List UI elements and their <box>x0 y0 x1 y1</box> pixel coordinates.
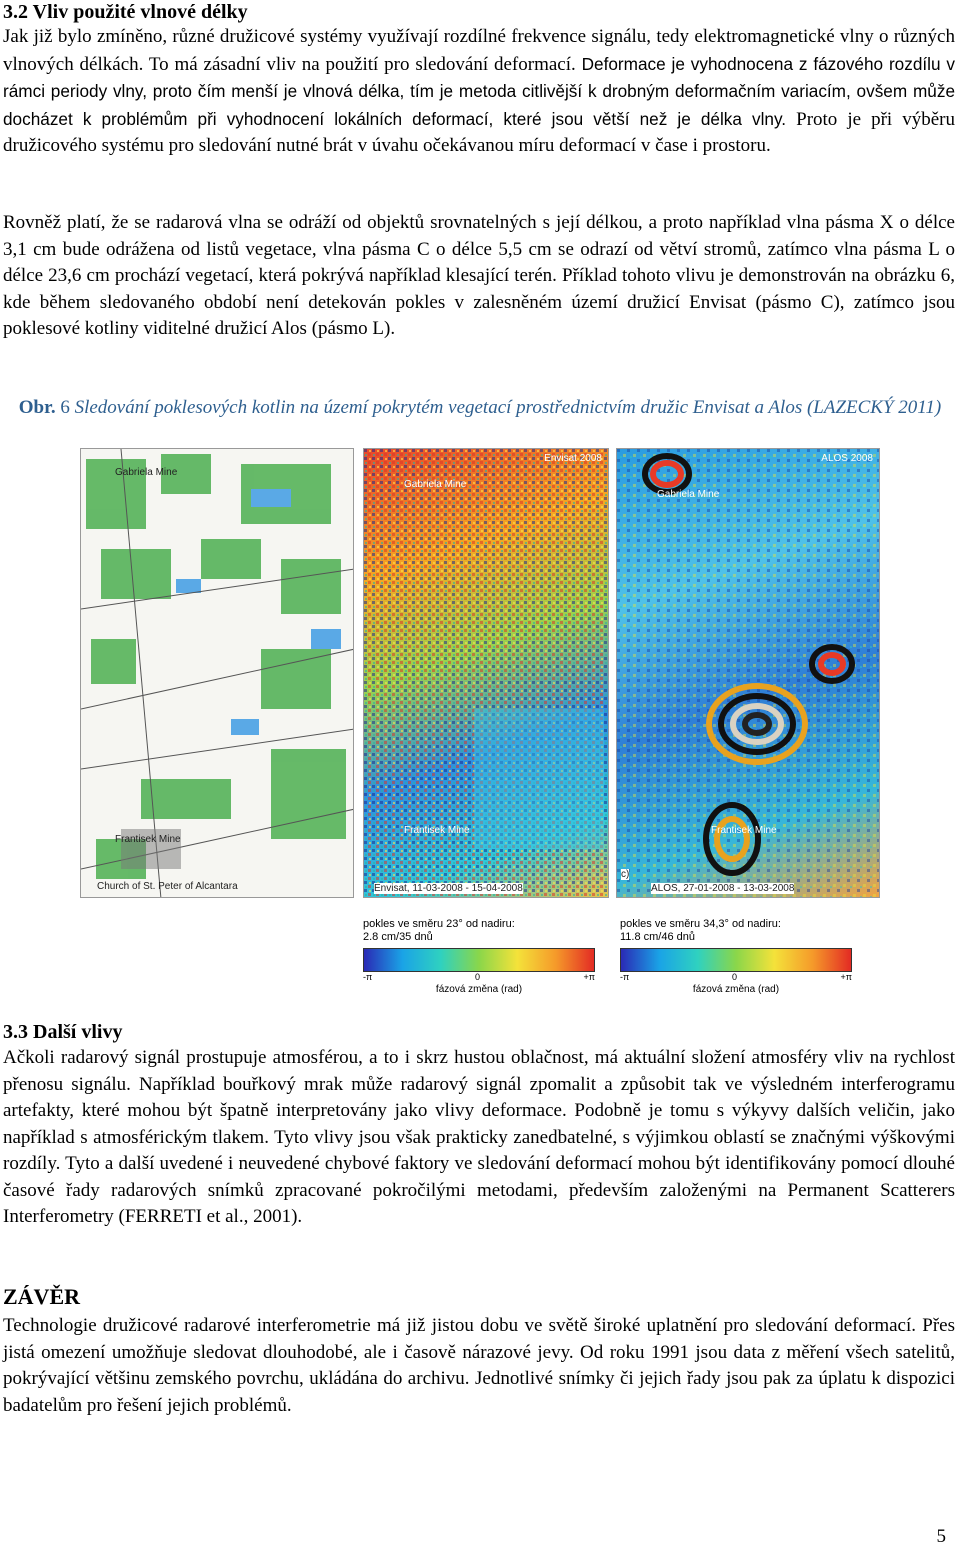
alos-tick-max: +π <box>840 972 852 982</box>
paragraph-conclusion: Technologie družicové radarové interferometrie má již jistou dobu ve světě široké uplatnění pro sledování deformací. Přes jistá omezení umožňuje sledovat dlouhodobé, ale i časově nárazové jevy. Od roku 1991 jsou data z měření všech satelitů, pokrývající většinu zemského povrchu, ukládána do archivu. Jednotlivé snímky či jejich řady jsou pak za úplatu k dispozici badatelům pro řešení jejich problémů. <box>3 1315 955 1416</box>
envisat-frantisek-label: Frantisek Mine <box>404 825 470 836</box>
figure-6 <box>80 448 880 993</box>
map-label-gabriela: Gabriela Mine <box>115 467 178 478</box>
paragraph-sentence-2: Deformace je vyhodnocena z fázového rozdílu v rámci periody vlny, proto čím menší je vlnová délka, tím je metoda citlivější k drobným deformačním variacím, ovšem může docházet k problémům při vyhodnocení lokálních deformací, které jsou větší než je délka vlny. <box>3 53 956 129</box>
section-heading-3-2: 3.2 Vliv použité vlnové délky <box>3 1 248 23</box>
envisat-colorbar-title: pokles ve směru 23° od nadiru: <box>363 918 515 930</box>
envisat-colorbar-legend <box>363 918 595 995</box>
map-label-frantisek: Frantisek Mine <box>115 834 181 845</box>
alos-tick-min: -π <box>620 972 630 982</box>
alos-colorbar-ticks <box>620 972 852 984</box>
envisat-tick-zero: 0 <box>475 972 481 982</box>
figure-caption-number: 6 <box>60 397 70 418</box>
map-label-church: Church of St. Peter of Alcantara <box>97 881 238 892</box>
alos-colorbar-axis: fázová změna (rad) <box>692 984 780 995</box>
paragraph-band-reflection: Rovněž platí, že se radarová vlna se odráží od objektů srovnatelných s její délkou, a proto například vlna pásma X o délce 3,1 cm bude odrážena od listů vegetace, vlna pásma C o délce 5,5 cm se odrazí od větví stromů, zatímco vlna pásma L o délce 23,6 cm prochází vegetací, která pokrývá například klesající terén. Příklad tohoto vlivu je demonstrován na obrázku 6, kde během sledovaného období není detekován pokles v zalesněném území družicí Envisat (pásmo C), zatímco jsou poklesové kotliny viditelné družicí Alos (pásmo L). <box>3 212 955 339</box>
envisat-title-label: Envisat 2008 <box>544 453 602 464</box>
figure-caption-label: Obr. <box>18 397 56 418</box>
alos-interferogram-panel <box>616 448 880 898</box>
alos-colorbar-subtitle: 11.8 cm/46 dnů <box>620 931 696 943</box>
alos-gabriela-label: Gabriela Mine <box>657 489 720 500</box>
envisat-colorbar-axis: fázová změna (rad) <box>435 984 523 995</box>
paragraph-wavelength-intro <box>3 24 955 160</box>
alos-colorbar-legend <box>620 918 852 995</box>
alos-tick-zero: 0 <box>732 972 738 982</box>
alos-colorbar-title: pokles ve směru 34,3° od nadiru: <box>620 918 781 930</box>
section-heading-zaver: ZÁVĚR <box>3 1284 81 1309</box>
paragraph-other-influences: Ačkoli radarový signál prostupuje atmosférou, a to i skrz hustou oblačnost, má aktuální složení atmosféry vliv na rychlost přenosu signálu. Například bouřkový mrak může radarový signál zpomalit a způsobit tak ve výsledném interferogramu artefakty, které mohou být špatně interpretovány jako vlivy deformace. Podobně je tomu s výkyvy dalších veličin, jako například s atmosférickým tlakem. Tyto vlivy jsou však prakticky zanedbatelné, s výjimkou oblastí se značnými výškovými rozdíly. Tyto a další uvedené i neuvedené chybové faktory ve sledování deformací mohou být identifikovány pomocí dlouhé časové řady radarových snímků zpracované pokročilými metodami, především založenými na Permanent Scatterers Interferometry (FERRETI et al., 2001). <box>3 1047 955 1227</box>
envisat-noise-texture <box>364 449 609 898</box>
section-heading-3-3: 3.3 Další vlivy <box>3 1021 123 1043</box>
page-number: 5 <box>936 1526 946 1547</box>
topographic-map-graphic <box>81 449 354 898</box>
alos-date-label: ALOS, 27-01-2008 - 13-03-2008 <box>651 883 795 894</box>
paragraph-sentence-1: Jak již bylo zmíněno, různé družicové systémy využívají rozdílné frekvence signálu, tedy elektromagnetické vlny o různých vlnových délkách. To má zásadní vliv na použití pro sledování deformací. <box>3 26 955 75</box>
paragraph-sentence-3: Proto je při výběru družicového systému pro sledování nutné brát v úvahu očekávanou míru deformací v čase i prostoru. <box>3 108 956 156</box>
alos-frantisek-label: Frantisek Mine <box>711 825 777 836</box>
figure-caption <box>0 395 960 421</box>
envisat-date-label: Envisat, 11-03-2008 - 15-04-2008 <box>374 883 523 894</box>
alos-colorbar <box>620 948 852 972</box>
map-panel <box>80 448 354 898</box>
envisat-tick-min: -π <box>363 972 373 982</box>
alos-panel-letter: c) <box>621 869 630 880</box>
envisat-interferogram-panel <box>363 448 609 898</box>
envisat-colorbar-ticks <box>363 972 595 984</box>
envisat-gabriela-label: Gabriela Mine <box>404 479 467 490</box>
envisat-colorbar <box>363 948 595 972</box>
alos-title-label: ALOS 2008 <box>821 453 873 464</box>
figure-caption-text: Sledování poklesových kotlin na území pokrytém vegetací prostřednictvím družic Envisat a Alos (LAZECKÝ 2011) <box>74 397 942 418</box>
envisat-colorbar-subtitle: 2.8 cm/35 dnů <box>363 931 433 943</box>
envisat-tick-max: +π <box>583 972 595 982</box>
